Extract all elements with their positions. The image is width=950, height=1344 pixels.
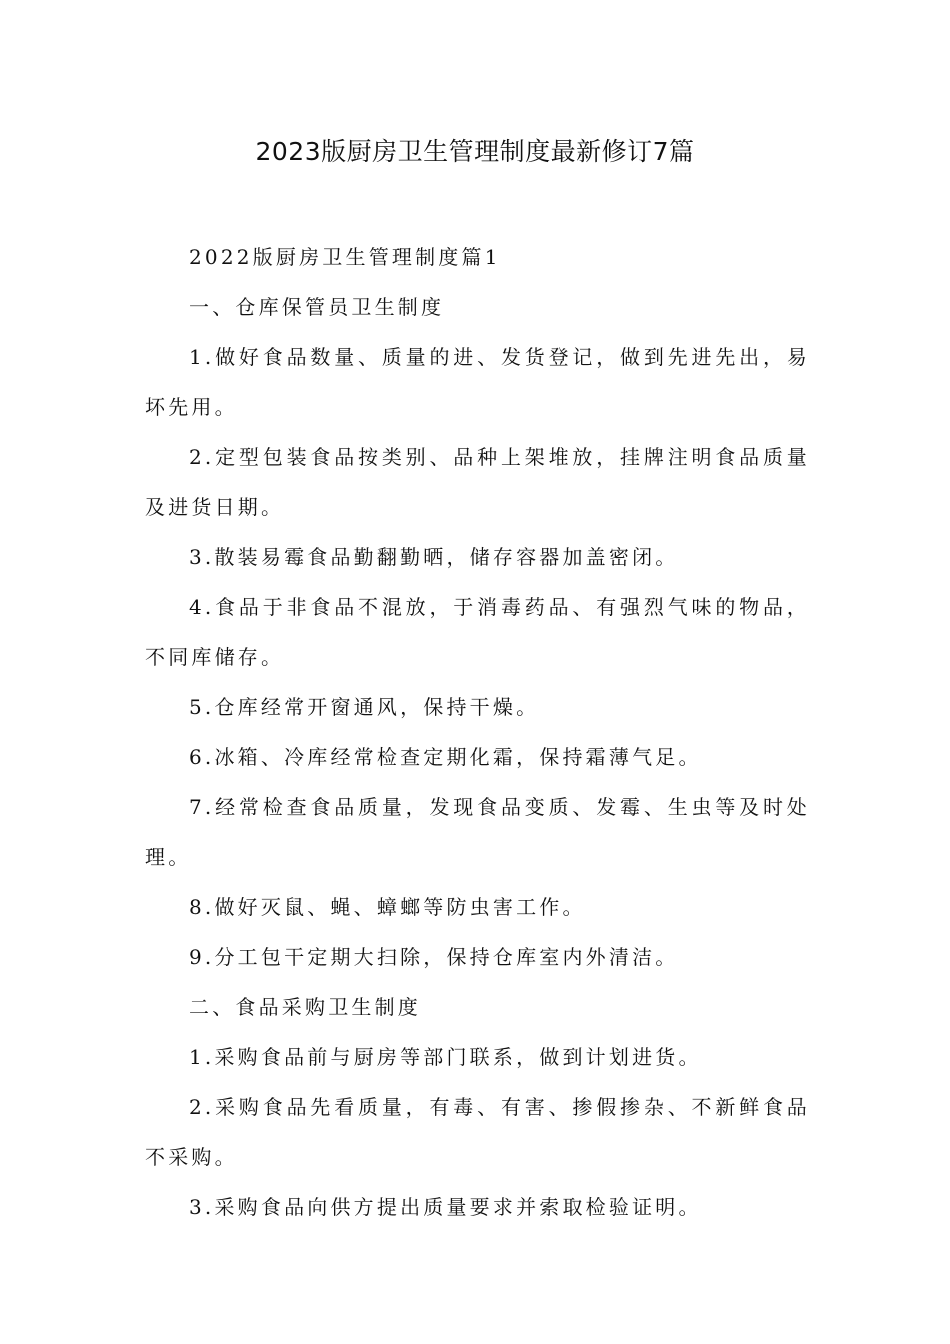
list-item: 8.做好灭鼠、蝇、蟑螂等防虫害工作。 <box>189 895 586 919</box>
list-item: 1.采购食品前与厨房等部门联系，做到计划进货。 <box>189 1045 702 1069</box>
list-item: 6.冰箱、冷库经常检查定期化霜，保持霜薄气足。 <box>189 745 702 769</box>
subsection-heading: 二、食品采购卫生制度 <box>189 995 421 1019</box>
list-item: 1.做好食品数量、质量的进、发货登记，做到先进先出，易坏先用。 <box>145 345 810 419</box>
list-item: 2.采购食品先看质量，有毒、有害、掺假掺杂、不新鲜食品不采购。 <box>145 1095 810 1169</box>
list-item: 7.经常检查食品质量，发现食品变质、发霉、生虫等及时处理。 <box>145 795 810 869</box>
document-title: 2023版厨房卫生管理制度最新修订7篇 <box>255 137 695 166</box>
list-item: 4.食品于非食品不混放，于消毒药品、有强烈气味的物品，不同库储存。 <box>145 595 810 669</box>
list-item: 9.分工包干定期大扫除，保持仓库室内外清洁。 <box>189 945 679 969</box>
list-item: 3.散装易霉食品勤翻勤晒，储存容器加盖密闭。 <box>189 545 679 569</box>
section-heading: 2022版厨房卫生管理制度篇1 <box>189 245 501 269</box>
list-item: 3.采购食品向供方提出质量要求并索取检验证明。 <box>189 1195 702 1219</box>
subsection-heading: 一、仓库保管员卫生制度 <box>189 295 445 319</box>
document-body <box>145 232 810 1232</box>
list-item: 2.定型包装食品按类别、品种上架堆放，挂牌注明食品质量及进货日期。 <box>145 445 810 519</box>
list-item: 5.仓库经常开窗通风，保持干燥。 <box>189 695 540 719</box>
